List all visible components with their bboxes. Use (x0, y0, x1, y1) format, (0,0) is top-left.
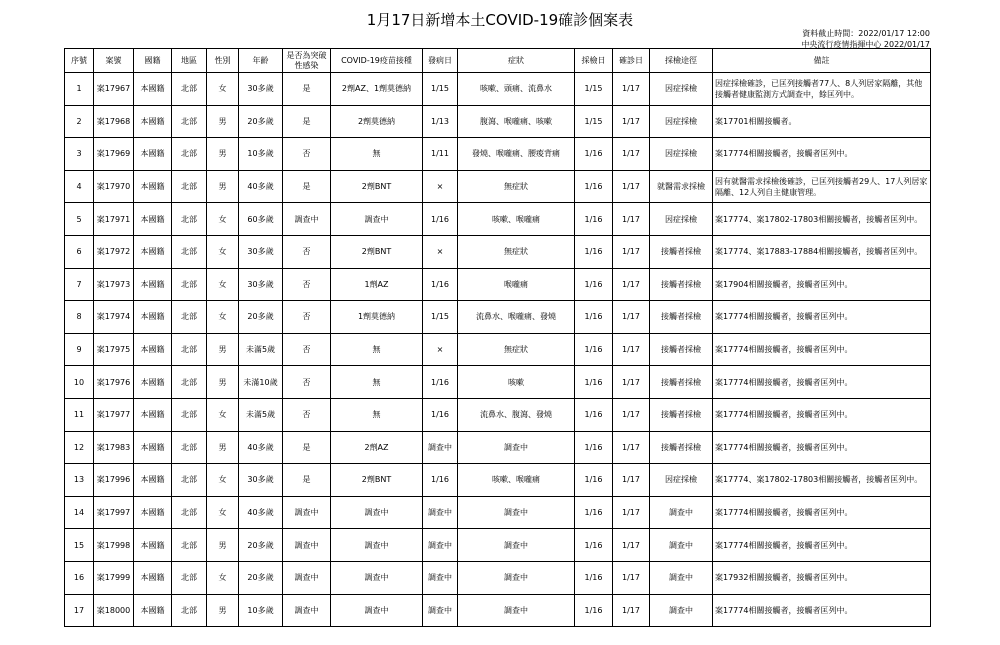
table-cell: 調查中 (650, 561, 713, 594)
table-cell: 否 (283, 138, 331, 171)
table-cell: 1/16 (575, 333, 613, 366)
table-cell: 10多歲 (239, 594, 283, 627)
table-cell: 1/17 (613, 105, 650, 138)
table-cell: 1/16 (423, 268, 458, 301)
table-cell-note: 案17904相關接觸者，接觸者匡列中。 (713, 268, 931, 301)
table-cell: × (423, 333, 458, 366)
table-cell: 調查中 (331, 529, 423, 562)
table-cell: 30多歲 (239, 235, 283, 268)
table-cell: 本國籍 (134, 529, 172, 562)
table-cell: 因症採檢 (650, 464, 713, 497)
table-cell: 否 (283, 398, 331, 431)
table-cell: 是 (283, 464, 331, 497)
table-body (65, 73, 931, 627)
table-cell: 1/17 (613, 170, 650, 203)
table-row (65, 561, 931, 594)
table-cell: 接觸者採檢 (650, 333, 713, 366)
column-header: 性別 (207, 49, 239, 73)
table-cell: 男 (207, 138, 239, 171)
table-cell-note: 案17774相關接觸者，接觸者匡列中。 (713, 529, 931, 562)
table-cell: 調查中 (423, 594, 458, 627)
table-cell: 喉嚨痛 (458, 268, 575, 301)
table-cell: 北部 (172, 529, 207, 562)
column-header: 確診日 (613, 49, 650, 73)
table-cell: 否 (283, 366, 331, 399)
table-cell: 本國籍 (134, 73, 172, 106)
table-cell: 12 (65, 431, 94, 464)
table-cell: 1/16 (423, 464, 458, 497)
table-cell: 1/16 (575, 464, 613, 497)
column-header: 症狀 (458, 49, 575, 73)
table-cell: 案17967 (94, 73, 134, 106)
table-cell-note: 因有就醫需求採檢後確診，已匡列接觸者29人、17人列居家隔離、12人列自主健康管理。 (713, 170, 931, 203)
table-cell: 男 (207, 105, 239, 138)
table-row (65, 268, 931, 301)
table-cell: 是 (283, 170, 331, 203)
table-cell: 無症狀 (458, 235, 575, 268)
table-cell: 1/16 (423, 203, 458, 236)
table-cell: 1/17 (613, 268, 650, 301)
table-cell: 9 (65, 333, 94, 366)
table-cell: 北部 (172, 203, 207, 236)
column-header: COVID-19疫苗接種 (331, 49, 423, 73)
table-cell: 無症狀 (458, 170, 575, 203)
table-cell: 無症狀 (458, 333, 575, 366)
table-cell: 是 (283, 431, 331, 464)
table-cell: 調查中 (423, 529, 458, 562)
table-cell: 北部 (172, 235, 207, 268)
table-cell: 無 (331, 333, 423, 366)
table-cell-note: 案17774相關接觸者，接觸者匡列中。 (713, 431, 931, 464)
table-cell-note: 案17774相關接觸者，接觸者匡列中。 (713, 398, 931, 431)
table-cell-note: 案17774相關接觸者，接觸者匡列中。 (713, 301, 931, 334)
table-cell: 1/17 (613, 398, 650, 431)
table-cell-note: 案17774相關接觸者，接觸者匡列中。 (713, 496, 931, 529)
table-cell: 1/13 (423, 105, 458, 138)
table-cell: 案17997 (94, 496, 134, 529)
table-row (65, 333, 931, 366)
table-cell: 調查中 (458, 594, 575, 627)
table-cell: 北部 (172, 138, 207, 171)
table-cell: 20多歲 (239, 529, 283, 562)
table-cell: 發燒、喉嚨痛、腰痠背痛 (458, 138, 575, 171)
table-cell: 女 (207, 235, 239, 268)
table-cell: 北部 (172, 73, 207, 106)
table-row (65, 366, 931, 399)
table-cell: 2劑BNT (331, 170, 423, 203)
table-cell: 咳嗽、喉嚨痛 (458, 464, 575, 497)
table-cell: 調查中 (650, 529, 713, 562)
table-cell: 1/11 (423, 138, 458, 171)
table-cell: 是 (283, 73, 331, 106)
table-cell: 20多歲 (239, 561, 283, 594)
table-cell: 北部 (172, 105, 207, 138)
column-header: 採檢途徑 (650, 49, 713, 73)
table-cell: 4 (65, 170, 94, 203)
table-cell: 接觸者採檢 (650, 268, 713, 301)
table-cell: 案17983 (94, 431, 134, 464)
table-cell: 1/16 (575, 170, 613, 203)
table-cell: 11 (65, 398, 94, 431)
table-cell: 14 (65, 496, 94, 529)
table-cell: 就醫需求採檢 (650, 170, 713, 203)
table-cell: 20多歲 (239, 301, 283, 334)
table-cell: 1/17 (613, 561, 650, 594)
table-cell: 男 (207, 170, 239, 203)
table-cell: 案17970 (94, 170, 134, 203)
table-cell: 1/17 (613, 203, 650, 236)
table-row (65, 496, 931, 529)
table-cell: 否 (283, 235, 331, 268)
column-header: 採檢日 (575, 49, 613, 73)
table-cell: 案17998 (94, 529, 134, 562)
table-cell: 1劑莫德納 (331, 301, 423, 334)
table-cell: × (423, 170, 458, 203)
table-cell: 調查中 (650, 594, 713, 627)
table-cell: 因症採檢 (650, 138, 713, 171)
table-cell: 本國籍 (134, 105, 172, 138)
table-cell: 否 (283, 268, 331, 301)
column-header: 國籍 (134, 49, 172, 73)
table-cell: 1/15 (575, 73, 613, 106)
column-header: 年齡 (239, 49, 283, 73)
table-cell: 本國籍 (134, 268, 172, 301)
table-cell: 調查中 (458, 431, 575, 464)
table-cell: 無 (331, 398, 423, 431)
table-cell: 女 (207, 73, 239, 106)
table-cell: 調查中 (283, 594, 331, 627)
table-cell: 案17975 (94, 333, 134, 366)
table-cell: 本國籍 (134, 203, 172, 236)
column-header: 案號 (94, 49, 134, 73)
table-cell: 本國籍 (134, 301, 172, 334)
table-cell: 未滿10歲 (239, 366, 283, 399)
table-cell: 16 (65, 561, 94, 594)
table-cell: 40多歲 (239, 496, 283, 529)
table-cell: 本國籍 (134, 594, 172, 627)
table-cell: 調查中 (650, 496, 713, 529)
table-cell: 接觸者採檢 (650, 235, 713, 268)
table-cell: 6 (65, 235, 94, 268)
table-cell: 1/17 (613, 138, 650, 171)
table-cell: 1/17 (613, 301, 650, 334)
table-cell: 案17968 (94, 105, 134, 138)
table-cell: 案17999 (94, 561, 134, 594)
table-cell: 13 (65, 464, 94, 497)
table-cell: 40多歲 (239, 170, 283, 203)
table-cell: 1/16 (575, 203, 613, 236)
table-cell: 1/16 (575, 301, 613, 334)
column-header: 是否為突破性感染 (283, 49, 331, 73)
table-cell: 本國籍 (134, 398, 172, 431)
table-cell: 北部 (172, 464, 207, 497)
table-cell: 腹瀉、喉嚨痛、咳嗽 (458, 105, 575, 138)
table-cell: 北部 (172, 268, 207, 301)
table-cell: 1/17 (613, 594, 650, 627)
table-cell: 北部 (172, 301, 207, 334)
table-cell: 1/17 (613, 464, 650, 497)
table-cell: 咳嗽 (458, 366, 575, 399)
table-cell: 1/16 (575, 398, 613, 431)
table-cell: 男 (207, 333, 239, 366)
table-cell: 1/17 (613, 366, 650, 399)
table-cell: 未滿5歲 (239, 333, 283, 366)
table-cell: 否 (283, 333, 331, 366)
table-cell: 7 (65, 268, 94, 301)
issuing-agency: 中央流行疫情指揮中心 2022/01/17 (801, 40, 930, 49)
table-cell: 10多歲 (239, 138, 283, 171)
table-cell-note: 因症採檢確診，已匡列接觸者77人、8人列居家隔離，其他接觸者健康監測方式調查中，餘匡列中。 (713, 73, 931, 106)
table-cell: 60多歲 (239, 203, 283, 236)
table-cell: 1/16 (575, 431, 613, 464)
table-cell: 本國籍 (134, 170, 172, 203)
table-cell: 1/17 (613, 235, 650, 268)
table-cell: 本國籍 (134, 561, 172, 594)
table-cell: 調查中 (331, 203, 423, 236)
table-cell: 1/16 (575, 594, 613, 627)
table-cell: 1/16 (575, 496, 613, 529)
table-cell: 1/16 (575, 235, 613, 268)
table-cell: 1/16 (575, 138, 613, 171)
table-cell: 1/16 (575, 366, 613, 399)
table-cell: 案17977 (94, 398, 134, 431)
table-cell: 本國籍 (134, 431, 172, 464)
table-row (65, 203, 931, 236)
table-cell: 本國籍 (134, 138, 172, 171)
table-cell-note: 案17774、案17883-17884相關接觸者，接觸者匡列中。 (713, 235, 931, 268)
data-cutoff-time: 資料截止時間：2022/01/17 12:00 (802, 29, 930, 38)
table-cell: 北部 (172, 561, 207, 594)
table-row (65, 431, 931, 464)
table-cell: 3 (65, 138, 94, 171)
table-row (65, 464, 931, 497)
table-cell: 女 (207, 268, 239, 301)
table-cell: 1/15 (575, 105, 613, 138)
table-cell: 調查中 (283, 529, 331, 562)
table-cell-note: 案17774相關接觸者，接觸者匡列中。 (713, 594, 931, 627)
table-cell: 咳嗽、頭痛、流鼻水 (458, 73, 575, 106)
table-cell: 否 (283, 301, 331, 334)
table-cell: 5 (65, 203, 94, 236)
table-cell: 調查中 (423, 431, 458, 464)
table-cell: 2劑莫德納 (331, 105, 423, 138)
table-cell: 調查中 (331, 594, 423, 627)
column-header: 備註 (713, 49, 931, 73)
table-row (65, 138, 931, 171)
table-cell: 1 (65, 73, 94, 106)
table-cell: 調查中 (423, 561, 458, 594)
table-cell: 流鼻水、喉嚨痛、發燒 (458, 301, 575, 334)
table-cell: 調查中 (458, 561, 575, 594)
table-cell-note: 案17701相關接觸者。 (713, 105, 931, 138)
table-cell: 40多歲 (239, 431, 283, 464)
table-cell: 男 (207, 366, 239, 399)
table-cell: 女 (207, 301, 239, 334)
table-cell: 男 (207, 431, 239, 464)
table-row (65, 398, 931, 431)
document-meta (801, 28, 930, 50)
table-cell-note: 案17774、案17802-17803相關接觸者，接觸者匡列中。 (713, 464, 931, 497)
column-header: 地區 (172, 49, 207, 73)
table-cell: 1/17 (613, 431, 650, 464)
table-cell: 接觸者採檢 (650, 431, 713, 464)
table-cell: 北部 (172, 496, 207, 529)
table-cell: 案17996 (94, 464, 134, 497)
table-cell: 咳嗽、喉嚨痛 (458, 203, 575, 236)
table-cell: 女 (207, 203, 239, 236)
table-cell: 30多歲 (239, 73, 283, 106)
table-cell: 是 (283, 105, 331, 138)
table-cell-note: 案17774相關接觸者，接觸者匡列中。 (713, 333, 931, 366)
table-row (65, 235, 931, 268)
table-cell: 2劑BNT (331, 464, 423, 497)
table-cell: 無 (331, 366, 423, 399)
table-cell: 1/17 (613, 333, 650, 366)
table-cell: 調查中 (331, 496, 423, 529)
table-cell: 北部 (172, 398, 207, 431)
table-cell: 案17972 (94, 235, 134, 268)
table-cell: 北部 (172, 170, 207, 203)
table-cell: 本國籍 (134, 333, 172, 366)
table-cell: 調查中 (458, 529, 575, 562)
table-cell: 調查中 (283, 496, 331, 529)
table-row (65, 73, 931, 106)
table-cell: 調查中 (331, 561, 423, 594)
table-cell: 流鼻水、腹瀉、發燒 (458, 398, 575, 431)
table-row (65, 301, 931, 334)
table-cell: 10 (65, 366, 94, 399)
table-cell: 案17969 (94, 138, 134, 171)
table-cell: 1劑AZ (331, 268, 423, 301)
table-cell: 接觸者採檢 (650, 366, 713, 399)
table-cell: 本國籍 (134, 235, 172, 268)
table-cell: 調查中 (458, 496, 575, 529)
table-cell: 女 (207, 561, 239, 594)
table-cell: 1/16 (423, 398, 458, 431)
page-title: 1月17日新增本土COVID-19確診個案表 (366, 11, 634, 29)
table-cell: 30多歲 (239, 464, 283, 497)
table-cell: 未滿5歲 (239, 398, 283, 431)
table-cell: 北部 (172, 594, 207, 627)
table-cell-note: 案17774相關接觸者，接觸者匡列中。 (713, 138, 931, 171)
table-cell: × (423, 235, 458, 268)
table-cell: 案17974 (94, 301, 134, 334)
table-cell: 1/15 (423, 73, 458, 106)
table-cell: 北部 (172, 366, 207, 399)
case-table (64, 48, 931, 627)
table-row (65, 529, 931, 562)
table-cell: 15 (65, 529, 94, 562)
table-cell: 1/16 (575, 529, 613, 562)
table-cell: 因症採檢 (650, 73, 713, 106)
table-cell: 1/16 (423, 366, 458, 399)
table-cell: 本國籍 (134, 496, 172, 529)
table-cell: 案18000 (94, 594, 134, 627)
table-cell: 無 (331, 138, 423, 171)
table-cell: 1/15 (423, 301, 458, 334)
table-cell: 20多歲 (239, 105, 283, 138)
table-cell: 男 (207, 529, 239, 562)
table-cell: 本國籍 (134, 366, 172, 399)
table-cell: 調查中 (283, 561, 331, 594)
table-row (65, 594, 931, 627)
table-cell: 案17971 (94, 203, 134, 236)
table-cell: 17 (65, 594, 94, 627)
table-cell-note: 案17774相關接觸者，接觸者匡列中。 (713, 366, 931, 399)
table-cell: 因症採檢 (650, 105, 713, 138)
table-row (65, 170, 931, 203)
table-cell: 案17973 (94, 268, 134, 301)
table-cell: 2劑AZ (331, 431, 423, 464)
table-cell: 2 (65, 105, 94, 138)
table-cell: 女 (207, 398, 239, 431)
table-cell: 女 (207, 464, 239, 497)
table-cell: 女 (207, 496, 239, 529)
table-cell: 調查中 (423, 496, 458, 529)
table-cell: 北部 (172, 333, 207, 366)
table-row (65, 105, 931, 138)
table-cell-note: 案17774、案17802-17803相關接觸者，接觸者匡列中。 (713, 203, 931, 236)
table-cell: 1/16 (575, 561, 613, 594)
table-header-row (65, 49, 931, 73)
table-cell: 調查中 (283, 203, 331, 236)
column-header: 序號 (65, 49, 94, 73)
table-cell: 北部 (172, 431, 207, 464)
table-cell: 1/16 (575, 268, 613, 301)
table-cell: 1/17 (613, 496, 650, 529)
table-cell-note: 案17932相關接觸者，接觸者匡列中。 (713, 561, 931, 594)
table-cell: 接觸者採檢 (650, 398, 713, 431)
table-cell: 案17976 (94, 366, 134, 399)
table-cell: 1/17 (613, 529, 650, 562)
table-cell: 接觸者採檢 (650, 301, 713, 334)
table-cell: 30多歲 (239, 268, 283, 301)
table-cell: 1/17 (613, 73, 650, 106)
table-cell: 本國籍 (134, 464, 172, 497)
table-cell: 2劑AZ、1劑莫德納 (331, 73, 423, 106)
table-cell: 男 (207, 594, 239, 627)
table-cell: 因症採檢 (650, 203, 713, 236)
table-cell: 2劑BNT (331, 235, 423, 268)
table-cell: 8 (65, 301, 94, 334)
column-header: 發病日 (423, 49, 458, 73)
